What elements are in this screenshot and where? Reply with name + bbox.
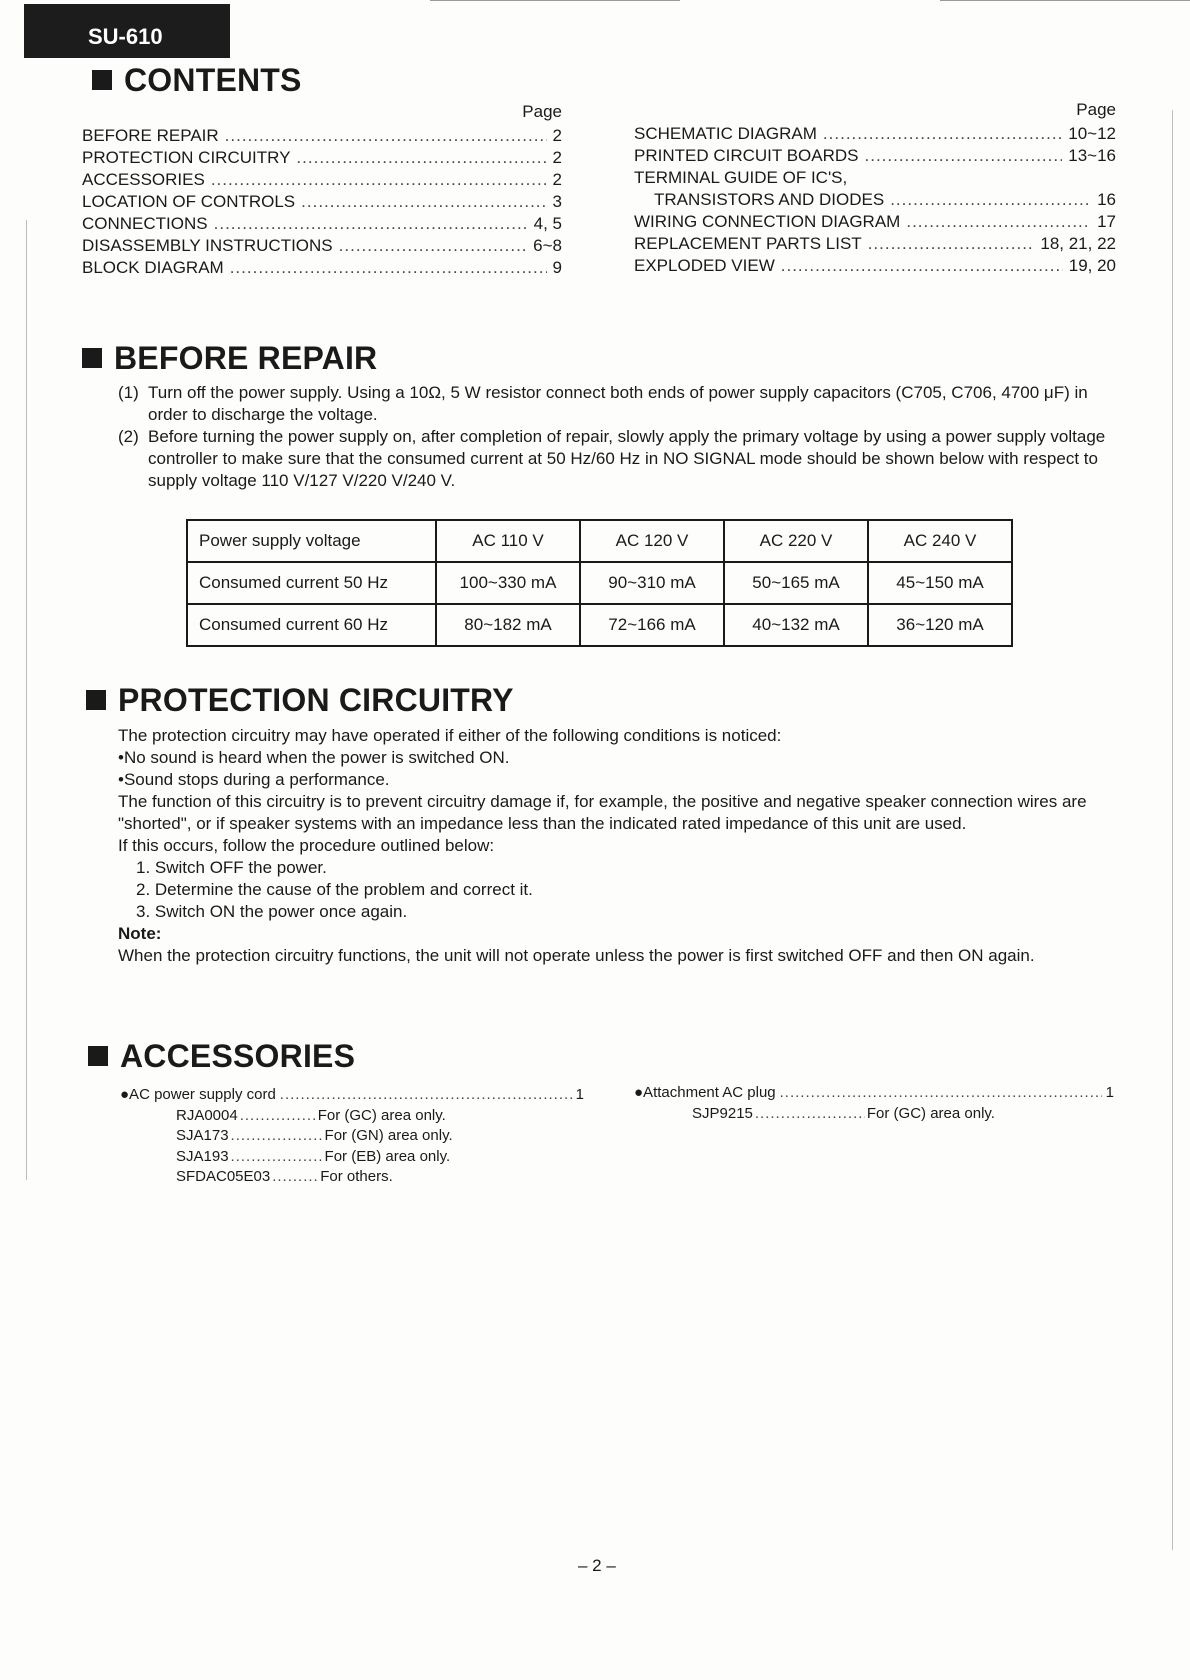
repair-step-number: (2) bbox=[118, 427, 139, 446]
toc-leader bbox=[339, 236, 528, 256]
toc-leader bbox=[890, 190, 1091, 210]
toc-leader bbox=[230, 258, 547, 278]
toc-title: ACCESSORIES bbox=[82, 170, 205, 189]
toc-page: 9 bbox=[552, 258, 562, 277]
variant-leader bbox=[231, 1147, 323, 1168]
toc-page: 6~8 bbox=[533, 236, 562, 255]
toc-title: LOCATION OF CONTROLS bbox=[82, 192, 296, 211]
left-margin-line bbox=[26, 220, 27, 1180]
toc-title: REPLACEMENT PARTS LIST bbox=[634, 234, 862, 253]
toc-row[interactable] bbox=[82, 192, 562, 214]
repair-step bbox=[118, 382, 1128, 426]
toc-row[interactable] bbox=[634, 190, 1116, 212]
toc-row[interactable] bbox=[634, 124, 1116, 146]
toc-right-column bbox=[634, 100, 1116, 278]
table-cell: 72~166 mA bbox=[580, 604, 724, 646]
toc-page: 19, 20 bbox=[1068, 256, 1116, 275]
toc-page-header: Page bbox=[1076, 100, 1116, 119]
model-tag bbox=[24, 4, 230, 58]
table-cell: 40~132 mA bbox=[724, 604, 868, 646]
protection-condition: •No sound is heard when the power is switched ON. bbox=[118, 748, 510, 767]
variant-row bbox=[176, 1147, 584, 1168]
toc-title: SCHEMATIC DIAGRAM bbox=[634, 124, 817, 143]
toc-title: BLOCK DIAGRAM bbox=[82, 258, 224, 277]
accessory-item bbox=[634, 1083, 1114, 1104]
toc-title: BEFORE REPAIR bbox=[82, 126, 219, 145]
toc-row[interactable] bbox=[82, 236, 562, 258]
toc-row[interactable] bbox=[82, 214, 562, 236]
toc-page: 13~16 bbox=[1068, 146, 1116, 165]
toc-leader bbox=[214, 214, 528, 234]
procedure-step: 1. Switch OFF the power. bbox=[136, 858, 327, 877]
toc-leader bbox=[823, 124, 1062, 144]
variant-code: SFDAC05E03 bbox=[176, 1168, 271, 1185]
accessory-qty: 1 bbox=[575, 1086, 584, 1103]
repair-step-number: (1) bbox=[118, 383, 139, 402]
variant-row bbox=[176, 1126, 584, 1147]
toc-page: 2 bbox=[552, 170, 562, 189]
procedure-step: 3. Switch ON the power once again. bbox=[136, 902, 408, 921]
page-number: – 2 – bbox=[578, 1556, 616, 1575]
contents-heading bbox=[92, 62, 302, 99]
variant-area: For others. bbox=[320, 1168, 393, 1185]
accessory-leader bbox=[780, 1083, 1102, 1104]
consumed-current-table bbox=[186, 519, 1013, 647]
table-header-cell: AC 240 V bbox=[868, 520, 1012, 562]
accessory-right bbox=[634, 1083, 1114, 1124]
square-bullet-icon bbox=[82, 348, 102, 368]
toc-row[interactable] bbox=[634, 234, 1116, 256]
variant-row bbox=[176, 1106, 584, 1127]
table-cell: Consumed current 60 Hz bbox=[187, 604, 436, 646]
protection-body bbox=[118, 725, 1128, 967]
table-row bbox=[187, 604, 1012, 646]
top-rule bbox=[430, 0, 680, 1]
toc-title: CONNECTIONS bbox=[82, 214, 208, 233]
variant-leader bbox=[240, 1106, 316, 1127]
toc-row[interactable] bbox=[634, 212, 1116, 234]
variant-leader bbox=[231, 1126, 323, 1147]
right-margin-line bbox=[1172, 110, 1173, 1550]
toc-leader bbox=[868, 234, 1035, 254]
accessory-variants bbox=[120, 1106, 584, 1188]
toc-leader bbox=[865, 146, 1063, 166]
toc-row[interactable] bbox=[82, 258, 562, 280]
before-repair-title: BEFORE REPAIR bbox=[114, 340, 378, 376]
note-text: When the protection circuitry functions, the unit will not operate unless the power is first switched OFF and then ON again. bbox=[118, 946, 1035, 965]
procedure-intro: If this occurs, follow the procedure outlined below: bbox=[118, 836, 495, 855]
toc-row[interactable] bbox=[634, 168, 1116, 190]
table-header-cell: AC 220 V bbox=[724, 520, 868, 562]
toc-page: 2 bbox=[552, 148, 562, 167]
top-rule bbox=[940, 0, 1190, 1]
toc-page: 16 bbox=[1097, 190, 1116, 209]
variant-code: SJA173 bbox=[176, 1127, 229, 1144]
protection-intro: The protection circuitry may have operated if either of the following conditions is noticed: bbox=[118, 726, 782, 745]
table-cell: 80~182 mA bbox=[436, 604, 580, 646]
square-bullet-icon bbox=[86, 690, 106, 710]
variant-code: RJA0004 bbox=[176, 1106, 238, 1124]
variant-code: SJA193 bbox=[176, 1147, 229, 1165]
toc-title: TERMINAL GUIDE OF IC'S, bbox=[634, 168, 848, 187]
table-row bbox=[187, 562, 1012, 604]
table-cell: 100~330 mA bbox=[436, 562, 580, 604]
accessory-item bbox=[120, 1085, 584, 1106]
repair-step-text: Before turning the power supply on, after completion of repair, slowly apply the primary voltage by using a power supply voltage controller to make sure that the consumed current at 50 Hz/60 Hz in NO SIGNAL mode should be shown below with respect to supply voltage 110 V/127 V/220 V/240 V. bbox=[148, 427, 1106, 490]
table-cell: 90~310 mA bbox=[580, 562, 724, 604]
accessories-heading bbox=[88, 1038, 355, 1075]
before-repair-body bbox=[118, 382, 1128, 492]
toc-title: PROTECTION CIRCUITRY bbox=[82, 148, 291, 167]
model-label: SU-610 bbox=[88, 24, 163, 49]
contents-title: CONTENTS bbox=[124, 62, 302, 98]
toc-page: 18, 21, 22 bbox=[1040, 234, 1116, 253]
toc-leader bbox=[296, 148, 546, 168]
toc-row[interactable] bbox=[634, 256, 1116, 278]
protection-title: PROTECTION CIRCUITRY bbox=[118, 682, 514, 718]
protection-heading bbox=[86, 682, 514, 719]
toc-title: DISASSEMBLY INSTRUCTIONS bbox=[82, 236, 333, 255]
protection-condition: •Sound stops during a performance. bbox=[118, 770, 390, 789]
variant-leader bbox=[755, 1104, 865, 1125]
toc-row[interactable] bbox=[82, 170, 562, 192]
toc-page: 10~12 bbox=[1068, 124, 1116, 143]
accessory-name: ●Attachment AC plug bbox=[634, 1084, 776, 1101]
variant-row bbox=[692, 1104, 1114, 1125]
table-cell: 45~150 mA bbox=[868, 562, 1012, 604]
accessories-title: ACCESSORIES bbox=[120, 1038, 356, 1074]
protection-function-text: The function of this circuitry is to prevent circuitry damage if, for example, the positive and negative speaker connection wires are "shorted", or if speaker systems with an impedance less than the indicated rated impedance of this unit are used. bbox=[118, 792, 1087, 833]
note-label: Note: bbox=[118, 924, 162, 943]
toc-page: 4, 5 bbox=[533, 214, 562, 233]
table-header-row bbox=[187, 520, 1012, 562]
table-header-cell: AC 120 V bbox=[580, 520, 724, 562]
toc-row[interactable] bbox=[82, 148, 562, 170]
toc-title: TRANSISTORS AND DIODES bbox=[654, 190, 885, 209]
toc-row[interactable] bbox=[634, 146, 1116, 168]
accessory-qty: 1 bbox=[1105, 1084, 1114, 1101]
accessory-variants bbox=[634, 1104, 1114, 1125]
variant-area: For (GN) area only. bbox=[324, 1127, 453, 1144]
variant-leader bbox=[272, 1167, 318, 1188]
variant-area: For (GC) area only. bbox=[866, 1104, 995, 1122]
toc-page: 3 bbox=[552, 192, 562, 211]
table-header-cell: Power supply voltage bbox=[187, 520, 436, 562]
accessory-left bbox=[120, 1085, 584, 1188]
variant-code: SJP9215 bbox=[692, 1104, 753, 1122]
toc-leader bbox=[225, 126, 547, 146]
variant-area: For (EB) area only. bbox=[324, 1147, 451, 1165]
toc-page: 2 bbox=[552, 126, 562, 145]
procedure-steps bbox=[118, 857, 1128, 923]
toc-left-column bbox=[82, 102, 562, 280]
accessory-leader bbox=[280, 1085, 572, 1106]
toc-title: EXPLODED VIEW bbox=[634, 256, 775, 275]
toc-leader bbox=[906, 212, 1091, 232]
toc-leader bbox=[301, 192, 546, 212]
table-header-cell: AC 110 V bbox=[436, 520, 580, 562]
toc-leader bbox=[211, 170, 547, 190]
accessory-name: ●AC power supply cord bbox=[120, 1086, 276, 1103]
toc-page-header: Page bbox=[522, 102, 562, 121]
toc-title: PRINTED CIRCUIT BOARDS bbox=[634, 146, 859, 165]
repair-step-text: Turn off the power supply. Using a 10Ω, 5 W resistor connect both ends of power supply capacitors (C705, C706, 4700 μF) in order to discharge the voltage. bbox=[148, 383, 1088, 424]
toc-row[interactable] bbox=[82, 126, 562, 148]
toc-title: WIRING CONNECTION DIAGRAM bbox=[634, 212, 901, 231]
toc-leader bbox=[781, 256, 1063, 276]
variant-row bbox=[176, 1167, 584, 1188]
variant-area: For (GC) area only. bbox=[317, 1106, 446, 1124]
square-bullet-icon bbox=[88, 1046, 108, 1066]
square-bullet-icon bbox=[92, 70, 112, 90]
toc-page: 17 bbox=[1097, 212, 1116, 231]
table-cell: Consumed current 50 Hz bbox=[187, 562, 436, 604]
repair-step bbox=[118, 426, 1128, 492]
procedure-step: 2. Determine the cause of the problem and correct it. bbox=[136, 880, 533, 899]
table-cell: 50~165 mA bbox=[724, 562, 868, 604]
table-cell: 36~120 mA bbox=[868, 604, 1012, 646]
before-repair-heading bbox=[82, 340, 377, 377]
